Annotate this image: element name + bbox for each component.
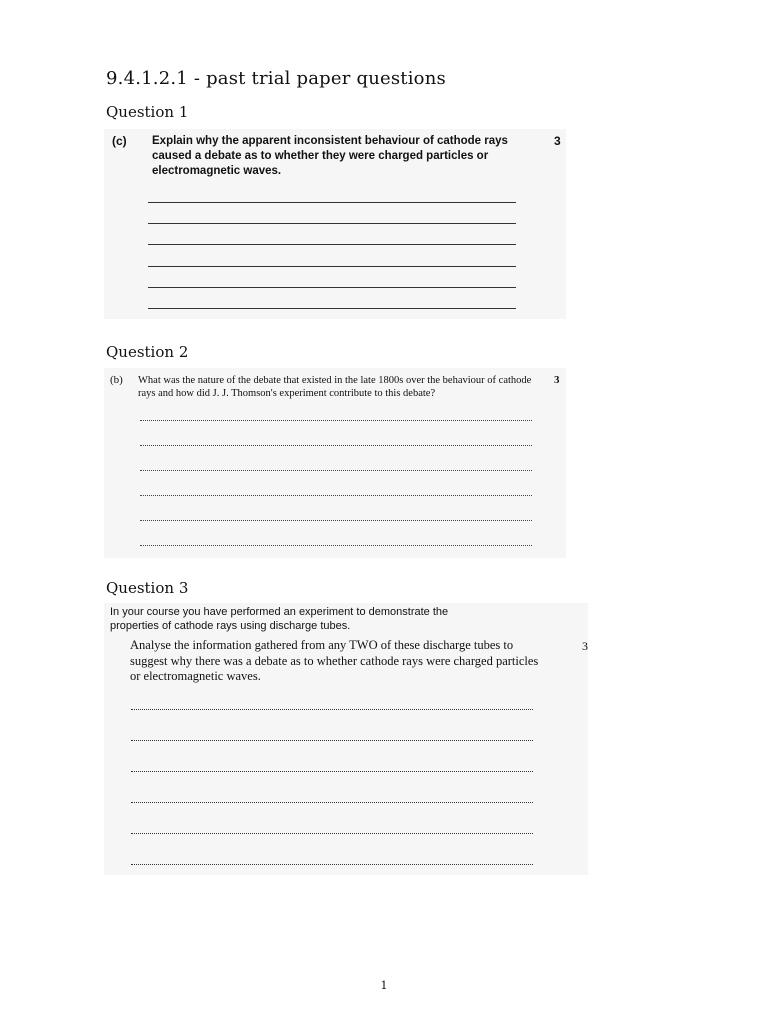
answer-line — [148, 287, 516, 288]
answer-line — [140, 470, 532, 471]
answer-line — [131, 709, 533, 710]
question-1-part: (c) — [112, 134, 127, 148]
question-2-text: What was the nature of the debate that existed in the late 1800s over the behaviour of cathode rays and how did J. J. Thomson's experiment contribute to this debate? — [138, 375, 532, 399]
answer-line — [148, 223, 516, 224]
question-2-marks: 3 — [554, 374, 560, 386]
answer-line — [140, 545, 532, 546]
answer-line — [148, 308, 516, 309]
question-1-scan — [104, 129, 566, 319]
question-2-scan — [104, 368, 566, 558]
answer-line — [140, 420, 532, 421]
page-title: 9.4.1.2.1 - past trial paper questions — [106, 68, 446, 89]
answer-line — [131, 833, 533, 834]
question-3-heading: Question 3 — [106, 579, 189, 597]
question-1-marks: 3 — [554, 134, 561, 148]
answer-line — [140, 520, 532, 521]
question-3-scan — [104, 603, 588, 875]
answer-line — [131, 802, 533, 803]
answer-line — [148, 266, 516, 267]
answer-line — [131, 771, 533, 772]
answer-line — [148, 202, 516, 203]
answer-line — [131, 740, 533, 741]
question-1-text: Explain why the apparent inconsistent behaviour of cathode rays caused a debate as to whether they were charged particles or electromagnetic waves. — [152, 135, 508, 177]
page-number: 1 — [380, 979, 388, 992]
question-2-part: (b) — [110, 374, 123, 386]
answer-line — [140, 445, 532, 446]
question-2-heading: Question 2 — [106, 343, 189, 361]
answer-line — [131, 864, 533, 865]
question-3-intro: In your course you have performed an experiment to demonstrate the properties of cathode rays using discharge tubes. — [110, 606, 449, 632]
answer-line — [148, 244, 516, 245]
answer-line — [140, 495, 532, 496]
question-3-marks: 3 — [582, 639, 588, 653]
question-3-text: Analyse the information gathered from any TWO of these discharge tubes to suggest why there was a debate as to whether cathode rays were charged particles or electromagnetic waves. — [130, 638, 539, 683]
question-1-heading: Question 1 — [106, 103, 189, 121]
